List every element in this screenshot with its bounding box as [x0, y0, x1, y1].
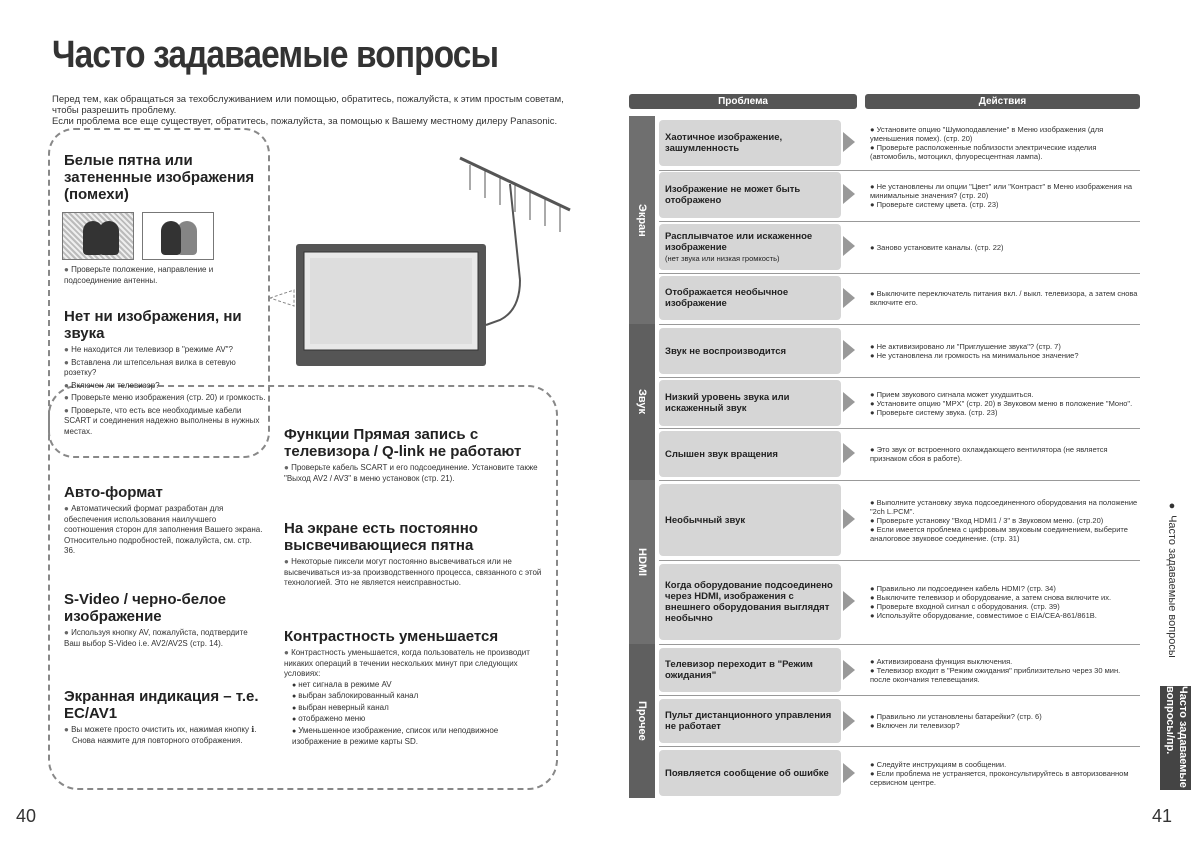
- problem-r9: Когда оборудование подсоединено через HDMI, изображения с внешнего оборудования выглядят необычно: [659, 564, 841, 640]
- bullet: ● Проверьте кабель SCART и его подсоединение. Установите также "Выход AV2 / AV3" в меню установок (стр. 21).: [284, 463, 550, 484]
- sub-bullet: ● выбран неверный канал: [284, 703, 544, 715]
- problem-r6: Низкий уровень звука или искаженный звук: [659, 380, 841, 426]
- sub-bullet: ● отображено меню: [284, 714, 544, 726]
- sub-bullet: ● нет сигнала в режиме AV: [284, 680, 544, 692]
- bullet-dot-icon: ●: [1166, 500, 1178, 516]
- row-divider: [659, 695, 1140, 696]
- note: Снова нажмите для повторного отображения.: [72, 735, 243, 745]
- action-r8: ● Выполните установку звука подсоединенного оборудования на положение "2ch L.PCM". ● Проверьте установку "Вход HDMI1 / 3" в Звуковом меню. (стр.20) ● Если имеется проблема с цифровым звуковым соединением, выберите аналоговое звуковое соединение. (стр. 31): [870, 484, 1140, 556]
- pointer-icon: [270, 290, 294, 306]
- arrow-icon: [843, 591, 855, 611]
- bullet: ● Включен ли телевизор?: [64, 381, 269, 392]
- arrow-icon: [843, 443, 855, 463]
- sidebar-text: Часто задаваемые вопросы: [1166, 515, 1178, 658]
- action-r9: ● Правильно ли подсоединен кабель HDMI? (стр. 34) ● Выключите телевизор и оборудование, а затем снова включите их. ● Проверьте входной сигнал с оборудования. (стр. 39) ● Используйте оборудование, совместимое с EIA/CEA-861/861B.: [870, 564, 1140, 640]
- row-divider: [659, 480, 1140, 481]
- bullet: ● Проверьте положение, направление и подсоединение антенны.: [64, 265, 264, 286]
- problem-r4: Отображается необычное изображение: [659, 276, 841, 320]
- arrow-icon: [843, 509, 855, 529]
- header-action: Действия: [865, 94, 1140, 109]
- bullet: ● Контрастность уменьшается, когда пользователь не производит никаких операций в течении нескольких минут при следующих условиях:: [284, 648, 544, 680]
- bullet: ● Некоторые пиксели могут постоянно высвечиваться или не высвечиваться из-за производственного процесса, связанного с этой технологией. Это не является неисправностью.: [284, 557, 544, 589]
- row-divider: [659, 221, 1140, 222]
- arrow-icon: [843, 660, 855, 680]
- sidebar-label: [1166, 500, 1178, 658]
- section-title: На экране есть постоянно высвечивающиеся пятна: [284, 520, 478, 554]
- action-r11: ● Правильно ли установлены батарейки? (стр. 6) ● Включен ли телевизор?: [870, 699, 1140, 743]
- section-title: Нет ни изображения, ни звука: [64, 308, 242, 342]
- problem-r1: Хаотичное изображение, зашумленность: [659, 120, 841, 166]
- arrow-icon: [843, 288, 855, 308]
- intro-line-1: Перед тем, как обращаться за техобслуживанием или помощью, обратитесь, пожалуйста, к этим простым советам, чтобы разрешить проблему.: [52, 94, 564, 116]
- section-svideo: [64, 591, 264, 649]
- arrow-icon: [843, 711, 855, 731]
- problem-r12: Появляется сообщение об ошибке: [659, 750, 841, 796]
- section-contrast: [284, 628, 544, 748]
- bullet: ● Проверьте меню изображения (стр. 20) и громкость.: [64, 393, 269, 404]
- page-number-right: 41: [1152, 806, 1173, 826]
- action-r7: ● Это звук от встроенного охлаждающего вентилятора (не является признаком сбоя в работе).: [870, 431, 1140, 477]
- category-other: Прочее: [629, 644, 655, 798]
- bullet: ● Не находится ли телевизор в "режиме AV"?: [64, 345, 269, 356]
- tv-icon: [296, 244, 486, 366]
- arrow-icon: [843, 763, 855, 783]
- arrow-icon: [843, 184, 855, 204]
- problem-r3: Расплывчатое или искаженное изображение (нет звука или низкая громкость): [659, 224, 841, 270]
- bullet: ● Вы можете просто очистить их, нажимая кнопку ℹ.: [64, 725, 264, 736]
- bullet: ● Используя кнопку AV, пожалуйста, подтвердите Ваш выбор S-Video i.e. AV2/AV2S (стр. 14).: [64, 628, 264, 649]
- section-title: Контрастность уменьшается: [284, 628, 499, 645]
- bullet: ● Проверьте, что есть все необходимые кабели SCART и соединения надежно выполнены в нужных местах.: [64, 406, 269, 438]
- section-direct-rec: [284, 426, 550, 484]
- section-title: Экранная индикация – т.е. EC/AV1: [64, 688, 259, 722]
- noisy-image: [62, 212, 134, 260]
- action-r4: ● Выключите переключатель питания вкл. / выкл. телевизора, а затем снова включите его.: [870, 276, 1140, 320]
- row-divider: [659, 746, 1140, 747]
- page-number-left: 40: [16, 806, 37, 826]
- ghost-image: [142, 212, 214, 260]
- page-title: Часто задаваемые вопросы: [52, 34, 499, 76]
- section-title: Функции Прямая запись с телевизора / Q-link не работают: [284, 426, 522, 460]
- action-r12: ● Следуйте инструкциям в сообщении. ● Если проблема не устраняется, проконсультируйтесь в авторизованном сервисном центре.: [870, 750, 1140, 796]
- row-divider: [659, 428, 1140, 429]
- problem-r11: Пульт дистанционного управления не работает: [659, 699, 841, 743]
- sub-bullet: ● Уменьшенное изображение, список или неподвижное изображение в режиме карты SD.: [284, 726, 544, 748]
- sub-bullet: ● выбран заблокированный канал: [284, 691, 544, 703]
- action-r6: ● Прием звукового сигнала может ухудшиться. ● Установите опцию "MPX" (стр. 20) в Звуковом меню в положение "Моно". ● Проверьте систему звука. (стр. 23): [870, 380, 1140, 426]
- section-interference: [64, 152, 264, 206]
- bullet: ● Вставлена ли штепсельная вилка в сетевую розетку?: [64, 358, 269, 379]
- problem-r2: Изображение не может быть отображено: [659, 172, 841, 218]
- section-no-picture: [64, 308, 269, 437]
- arrow-icon: [843, 236, 855, 256]
- problem-r5: Звук не воспроизводится: [659, 328, 841, 374]
- action-r1: ● Установите опцию "Шумоподавление" в Меню изображения (для уменьшения помех). (стр. 20) ● Проверьте расположенные поблизости электрические изделия (автомобиль, мотоцикл, флуоресцентная лампа).: [870, 120, 1140, 166]
- side-tab: Часто задаваемые вопросы/пр.: [1160, 686, 1191, 790]
- category-screen: Экран: [629, 116, 655, 324]
- section-title: Белые пятна или затененные изображения (помехи): [64, 152, 255, 203]
- arrow-icon: [843, 132, 855, 152]
- intro-line-2: Если проблема все еще существует, обратитесь, пожалуйста, за помощью к Вашему местному дилеру Panasonic.: [52, 116, 558, 127]
- section-auto-format: [64, 484, 264, 557]
- section-dead-pixels: [284, 520, 544, 589]
- section-interference-text: [64, 265, 264, 286]
- section-osd: [64, 688, 264, 746]
- action-r2: ● Не установлены ли опции "Цвет" или "Контраст" в Меню изображения на минимальные значения? (стр. 20) ● Проверьте систему цвета. (стр. 23): [870, 172, 1140, 218]
- action-r3: ● Заново установите каналы. (стр. 22): [870, 224, 1140, 270]
- row-divider: [659, 170, 1140, 171]
- row-divider: [659, 644, 1140, 645]
- action-r10: ● Активизирована функция выключения. ● Телевизор входит в "Режим ожидания" приблизительно через 30 мин. после окончания телевещания.: [870, 648, 1140, 692]
- row-divider: [659, 560, 1140, 561]
- problem-r8: Необычный звук: [659, 484, 841, 556]
- section-title: Авто-формат: [64, 484, 163, 501]
- header-problem: Проблема: [629, 94, 857, 109]
- action-r5: ● Не активизировано ли "Приглушение звука"? (стр. 7) ● Не установлена ли громкость на минимальное значение?: [870, 328, 1140, 374]
- tv-antenna-illustration: [270, 150, 580, 380]
- intro-text: [52, 94, 592, 127]
- problem-r10: Телевизор переходит в "Режим ожидания": [659, 648, 841, 692]
- row-divider: [659, 324, 1140, 325]
- category-hdmi: HDMI: [629, 480, 655, 644]
- bullet: ● Автоматический формат разработан для обеспечения использования наилучшего соотношения сторон для заполнения Вашего экрана. Относительно подробностей, пожалуйста, см. стр. 36.: [64, 504, 264, 557]
- section-title: S-Video / черно-белое изображение: [64, 591, 226, 625]
- row-divider: [659, 273, 1140, 274]
- row-divider: [659, 377, 1140, 378]
- problem-r7: Слышен звук вращения: [659, 431, 841, 477]
- arrow-icon: [843, 392, 855, 412]
- arrow-icon: [843, 340, 855, 360]
- category-sound: Звук: [629, 324, 655, 480]
